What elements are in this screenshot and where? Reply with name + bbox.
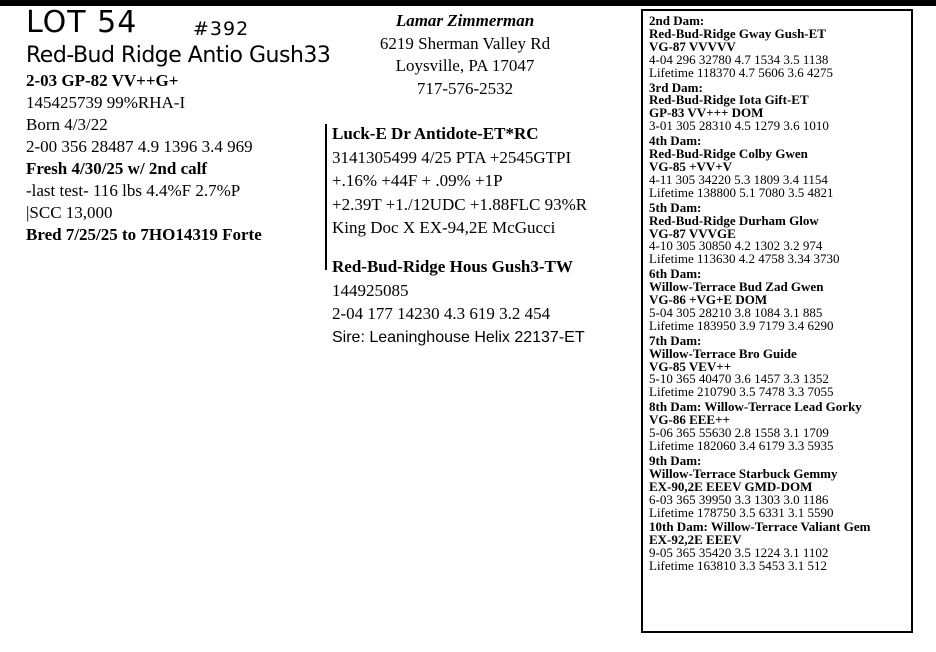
pedigree-dam-entry — [649, 452, 911, 522]
dam-lifetime-record: Lifetime 118370 4.7 5606 3.6 4275 — [649, 64, 834, 80]
animal-detail-line: 2-03 GP-82 VV++G+ — [26, 71, 179, 90]
pedigree-dam-entry — [649, 401, 911, 455]
animal-detail-line: -last test- 116 lbs 4.4%F 2.7%P — [26, 181, 241, 200]
dam-production-record: 5-06 365 55630 2.8 1558 3.1 1709 — [649, 425, 829, 441]
dam-lifetime-record: Lifetime 138800 5.1 7080 3.5 4821 — [649, 184, 834, 200]
dam-classification: VG-87 VVVGE — [649, 225, 736, 241]
pedigree-dam-entry — [649, 332, 911, 402]
animal-detail-line: Fresh 4/30/25 w/ 2nd calf — [26, 159, 208, 178]
dam-classification: EX-92,2E EEEV — [649, 532, 742, 548]
dam-generation-name: Red-Bud-Ridge Colby Gwen — [649, 146, 808, 162]
dam-generation-label: 8th Dam: Willow-Terrace Lead Gorky — [649, 399, 862, 415]
dam-generation-label: 2nd Dam: — [649, 13, 705, 28]
pedigree-dam-entry — [649, 268, 911, 335]
dam-classification: VG-86 +VG+E DOM — [649, 292, 768, 308]
dam-classification: EX-90,2E EEEV GMD-DOM — [649, 478, 813, 494]
dam-generation-label: 7th Dam: — [649, 332, 702, 348]
pedigree-dam-entry — [649, 135, 911, 202]
dam-reg-number: 144925085 — [332, 280, 409, 300]
dam-production-record: 9-05 365 35420 3.5 1224 3.1 1102 — [649, 545, 829, 561]
dam-lifetime-record: Lifetime 163810 3.3 5453 3.1 512 — [649, 558, 828, 574]
dam-generation-name: Red-Bud-Ridge Durham Glow — [649, 212, 819, 228]
lot-title: LOT 54 — [26, 5, 138, 40]
dam-production-record: 3-01 305 28310 4.5 1279 3.6 1010 — [649, 118, 829, 134]
dam-lifetime-record: Lifetime 210790 3.5 7478 3.3 7055 — [649, 384, 834, 400]
sire-line: 3141305499 4/25 PTA +2545GTPI — [332, 147, 572, 167]
animal-name: Red-Bud Ridge Antio Gush33 — [26, 43, 331, 68]
lot-catalog-number: #392 — [193, 18, 250, 40]
dam-classification: VG-85 VEV++ — [649, 358, 732, 374]
dam-generation-name: Willow-Terrace Starbuck Gemmy — [649, 465, 838, 481]
animal-details — [26, 70, 326, 246]
dam-record: 2-04 177 14230 4.3 619 3.2 454 — [332, 304, 551, 323]
sire-line: +.16% +44F + .09% +1P — [332, 171, 503, 190]
dam-production-record: 4-11 305 34220 5.3 1809 3.4 1154 — [649, 171, 828, 187]
dam-generation-name: Red-Bud-Ridge Gway Gush-ET — [649, 25, 826, 41]
consignor-name: Lamar Zimmerman — [395, 11, 535, 30]
dam-classification: VG-87 VVVVV — [649, 38, 736, 54]
animal-detail-line: Born 4/3/22 — [26, 115, 108, 134]
dam-production-record: 4-04 296 32780 4.7 1534 3.5 1138 — [649, 51, 829, 67]
dam-generation-label: 6th Dam: — [649, 266, 702, 282]
dam-production-record: 5-04 305 28210 3.8 1084 3.1 885 — [649, 304, 823, 320]
dam-generation-label: 3rd Dam: — [649, 79, 703, 95]
sire-line: +2.39T +1./12UDC +1.88FLC 93%R — [332, 194, 588, 214]
consignor-block — [360, 10, 570, 100]
dam-generation-label: 10th Dam: Willow-Terrace Valiant Gem — [649, 519, 871, 535]
animal-detail-line: |SCC 13,000 — [26, 203, 113, 222]
dam-generation-name: Willow-Terrace Bro Guide — [649, 345, 797, 361]
pedigree-dam-entry — [649, 15, 911, 82]
dam-generation-label: 4th Dam: — [649, 133, 702, 149]
dam-lifetime-record: Lifetime 178750 3.5 6331 3.1 5590 — [649, 504, 834, 520]
sire-divider — [325, 124, 327, 270]
animal-detail-line: 2-00 356 28487 4.9 1396 3.4 969 — [26, 137, 253, 156]
sire-line: King Doc X EX-94,2E McGucci — [332, 218, 556, 237]
consignor-city: Loysville, PA 17047 — [395, 56, 535, 75]
dam-generation-name: Red-Bud-Ridge Iota Gift-ET — [649, 92, 809, 108]
dam-production-record: 4-10 305 30850 4.2 1302 3.2 974 — [649, 238, 823, 254]
dam-classification: GP-83 VV+++ DOM — [649, 105, 764, 121]
dam-generation-label: 9th Dam: — [649, 452, 702, 468]
dam-production-record: 5-10 365 40470 3.6 1457 3.3 1352 — [649, 371, 829, 387]
pedigree-dam-entry — [649, 79, 911, 136]
sire-block — [332, 122, 632, 240]
dam-block — [332, 255, 632, 349]
dam-sire: Sire: Leaninghouse Helix 22137-ET — [332, 328, 585, 346]
pedigree-dam-entry — [649, 521, 911, 575]
dam-classification: VG-85 +VV+V — [649, 158, 733, 174]
dam-lifetime-record: Lifetime 182060 3.4 6179 3.3 5935 — [649, 438, 834, 453]
dam-production-record: 6-03 365 39950 3.3 1303 3.0 1186 — [649, 491, 829, 507]
dam-generation-name: Willow-Terrace Bud Zad Gwen — [649, 279, 824, 295]
animal-detail-line: 145425739 99%RHA-I — [26, 93, 186, 112]
dam-classification: VG-86 EEE++ — [649, 412, 730, 428]
dam-name: Red-Bud-Ridge Hous Gush3-TW — [332, 257, 573, 276]
dam-generation-label: 5th Dam: — [649, 199, 702, 215]
animal-detail-line: Bred 7/25/25 to 7HO14319 Forte — [26, 225, 262, 244]
pedigree-box — [641, 9, 913, 633]
dam-lifetime-record: Lifetime 113630 4.2 4758 3.34 3730 — [649, 251, 840, 267]
consignor-phone: 717-576-2532 — [416, 78, 514, 98]
dam-lifetime-record: Lifetime 183950 3.9 7179 3.4 6290 — [649, 317, 834, 333]
sire-name: Luck-E Dr Antidote-ET*RC — [332, 124, 539, 143]
pedigree-dam-entry — [649, 199, 911, 269]
consignor-address: 6219 Sherman Valley Rd — [379, 33, 551, 53]
top-rule — [0, 0, 936, 6]
